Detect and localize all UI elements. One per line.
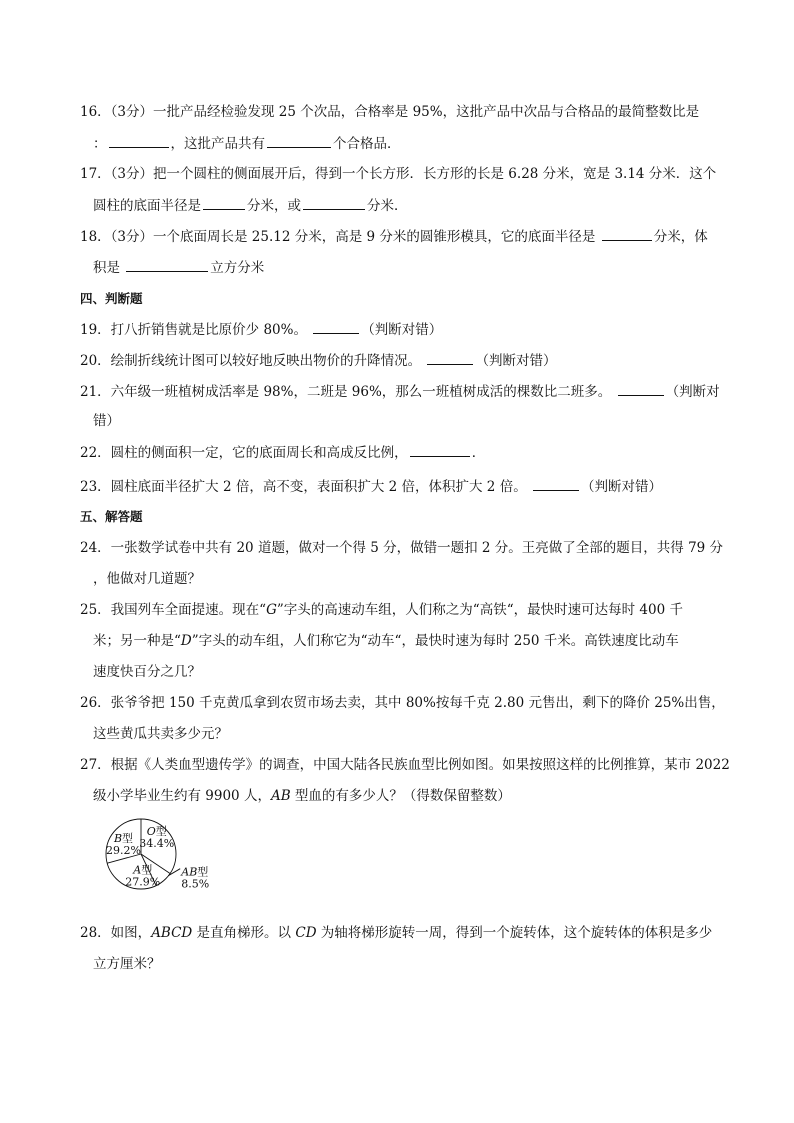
q21-line2: 错）	[93, 413, 120, 429]
q23-blank[interactable]	[533, 476, 579, 491]
q24-line1: 24．一张数学试卷中共有 20 道题，做对一个得 5 分，做错一题扣 2 分。王亮做了全部的题目，共得 79 分	[80, 540, 724, 556]
pie-value-b: 29.2%	[106, 843, 141, 857]
q23-line: 23．圆柱底面半径扩大 2 倍，高不变，表面积扩大 2 倍，体积扩大 2 倍。 （判断对错）	[80, 476, 662, 497]
q18-line1: 18．（3分）一个底面周长是 25.12 分米，高是 9 分米的圆锥形模具，它的底面半径是 分米，体	[80, 226, 708, 247]
blood-type-pie-chart	[88, 818, 238, 890]
pie-value-o: 34.4%	[139, 836, 175, 850]
q16-line2: ： ，这批产品共有 个合格品．	[93, 133, 401, 154]
q17-blank-2[interactable]	[303, 195, 365, 210]
q21-blank[interactable]	[618, 381, 664, 396]
q26-line1: 26．张爷爷把 150 千克黄瓜拿到农贸市场去卖，其中 80%按每千克 2.80 元售出，剩下的降价 25%出售，	[80, 695, 725, 711]
q24-line2: ，他做对几道题？	[93, 571, 201, 587]
q17-blank-1[interactable]	[203, 195, 245, 210]
q16-blank-1[interactable]	[109, 133, 169, 148]
q17-line2: 圆柱的底面半径是 分米，或 分米．	[93, 195, 408, 216]
q20-line: 20．绘制折线统计图可以较好地反映出物价的升降情况。 （判断对错）	[80, 350, 556, 371]
q16-line1: 16．（3分）一批产品经检验发现 25 个次品，合格率是 95%，这批产品中次品与合格品的最简整数比是	[80, 104, 700, 120]
q20-blank[interactable]	[427, 350, 473, 365]
pie-leader-line	[168, 869, 180, 876]
q26-line2: 这些黄瓜共卖多少元？	[93, 726, 228, 742]
q21-line1: 21．六年级一班植树成活率是 98%，二班是 96%，那么一班植树成活的棵数比二班多。 （判断对	[80, 381, 720, 402]
section-title-solutions: 五、解答题	[80, 509, 143, 524]
pie-label-ab: AB型	[181, 865, 209, 879]
pie-value-ab: 8.5%	[181, 877, 210, 890]
q25-line1: 25．我国列车全面提速。现在“G”字头的高速动车组，人们称之为“高铁“，最快时速可达每时 400 千	[80, 602, 683, 618]
q28-line1: 28．如图，ABCD 是直角梯形。以 CD 为轴将梯形旋转一周，得到一个旋转体，这个旋转体的体积是多少	[80, 925, 713, 941]
pie-value-a: 27.9%	[125, 875, 161, 889]
pie-label-a: A型	[133, 863, 153, 877]
q25-line3: 速度快百分之几？	[93, 664, 201, 680]
q17-line1: 17．（3分）把一个圆柱的侧面展开后，得到一个长方形．长方形的长是 6.28 分米，宽是 3.14 分米．这个	[80, 166, 717, 182]
q19-line: 19．打八折销售就是比原价少 80%。 （判断对错）	[80, 319, 442, 340]
q27-line2: 级小学毕业生约有 9900 人，AB 型血的有多少人？（得数保留整数）	[93, 788, 511, 804]
q22-line: 22．圆柱的侧面积一定，它的底面周长和高成反比例， ．	[80, 442, 485, 463]
pie-label-b: B型	[113, 831, 134, 845]
q18-line2: 积是 立方分米	[93, 257, 264, 278]
q28-line2: 立方厘米？	[93, 956, 161, 972]
q25-line2: 米；另一种是“D”字头的动车组，人们称它为“动车“，最快时速为每时 250 千米。高铁速度比动车	[93, 633, 679, 649]
q27-line1: 27．根据《人类血型遗传学》的调查，中国大陆各民族血型比例如图。如果按照这样的比例推算，某市 2022	[80, 757, 730, 773]
pie-label-o: O型	[146, 824, 167, 838]
section-title-judgement: 四、判断题	[80, 291, 143, 306]
q18-blank-2[interactable]	[126, 257, 208, 272]
q18-blank-1[interactable]	[602, 226, 652, 241]
q22-blank[interactable]	[410, 442, 470, 457]
q19-blank[interactable]	[313, 319, 359, 334]
q16-blank-2[interactable]	[267, 133, 331, 148]
